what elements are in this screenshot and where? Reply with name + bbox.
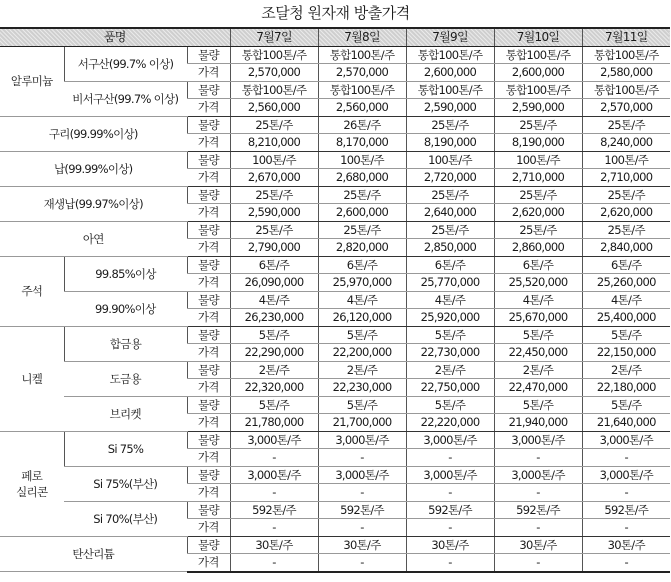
- quantity-label: 물량: [187, 46, 230, 64]
- subcategory-cell: 비서구산(99.7% 이상): [64, 81, 187, 116]
- price-cell: 26,090,000: [230, 274, 318, 292]
- table-row: [0, 431, 670, 449]
- quantity-cell: 2톤/주: [406, 361, 494, 379]
- price-cell: 21,640,000: [582, 414, 670, 432]
- quantity-cell: 5톤/주: [230, 396, 318, 414]
- price-cell: -: [318, 449, 406, 467]
- header-date: 7월11일: [582, 28, 670, 46]
- price-cell: 22,180,000: [582, 379, 670, 397]
- table-row: [0, 291, 670, 309]
- price-cell: 2,680,000: [318, 169, 406, 187]
- category-cell: 탄산리튬: [0, 536, 187, 572]
- price-cell: 8,240,000: [582, 134, 670, 152]
- quantity-label: 물량: [187, 151, 230, 169]
- price-cell: -: [582, 449, 670, 467]
- quantity-cell: 5톤/주: [318, 326, 406, 344]
- category-cell: 구리(99.99%이상): [0, 116, 187, 151]
- table-body: [0, 46, 670, 572]
- price-cell: 22,220,000: [406, 414, 494, 432]
- price-cell: 8,190,000: [494, 134, 582, 152]
- price-cell: 25,670,000: [494, 309, 582, 327]
- table-row: [0, 186, 670, 204]
- quantity-cell: 통합100톤/주: [494, 81, 582, 99]
- price-cell: 2,670,000: [230, 169, 318, 187]
- price-cell: 2,590,000: [230, 204, 318, 222]
- subcategory-cell: 브리켓: [64, 396, 187, 431]
- price-cell: 22,750,000: [406, 379, 494, 397]
- quantity-cell: 30톤/주: [582, 536, 670, 554]
- price-cell: 21,700,000: [318, 414, 406, 432]
- price-cell: 2,570,000: [230, 64, 318, 82]
- table-row: [0, 151, 670, 169]
- price-cell: 2,720,000: [406, 169, 494, 187]
- quantity-label: 물량: [187, 186, 230, 204]
- quantity-cell: 100톤/주: [230, 151, 318, 169]
- quantity-label: 물량: [187, 536, 230, 554]
- quantity-cell: 25톤/주: [230, 116, 318, 134]
- price-cell: -: [582, 484, 670, 502]
- price-cell: 22,730,000: [406, 344, 494, 362]
- price-label: 가격: [187, 309, 230, 327]
- quantity-cell: 25톤/주: [582, 186, 670, 204]
- table-row: [0, 46, 670, 64]
- header-item: 품명: [0, 28, 230, 46]
- category-cell: 주석: [0, 256, 64, 326]
- table-row: [0, 361, 670, 379]
- quantity-cell: 25톤/주: [406, 186, 494, 204]
- price-cell: 2,590,000: [494, 99, 582, 117]
- price-cell: 26,230,000: [230, 309, 318, 327]
- quantity-cell: 2톤/주: [230, 361, 318, 379]
- quantity-cell: 592톤/주: [494, 501, 582, 519]
- price-cell: 2,850,000: [406, 239, 494, 257]
- quantity-cell: 6톤/주: [494, 256, 582, 274]
- price-label: 가격: [187, 519, 230, 537]
- quantity-cell: 25톤/주: [406, 116, 494, 134]
- quantity-cell: 5톤/주: [494, 326, 582, 344]
- quantity-cell: 5톤/주: [582, 396, 670, 414]
- quantity-label: 물량: [187, 501, 230, 519]
- price-cell: 2,560,000: [230, 99, 318, 117]
- subcategory-cell: 서구산(99.7% 이상): [64, 46, 187, 81]
- price-cell: 22,200,000: [318, 344, 406, 362]
- quantity-cell: 통합100톤/주: [318, 46, 406, 64]
- price-cell: -: [406, 554, 494, 572]
- price-cell: 25,400,000: [582, 309, 670, 327]
- quantity-cell: 25톤/주: [318, 221, 406, 239]
- quantity-cell: 30톤/주: [230, 536, 318, 554]
- quantity-cell: 5톤/주: [230, 326, 318, 344]
- quantity-cell: 5톤/주: [494, 396, 582, 414]
- quantity-cell: 25톤/주: [494, 186, 582, 204]
- price-cell: 22,470,000: [494, 379, 582, 397]
- category-cell: 알루미늄: [0, 46, 64, 116]
- price-label: 가격: [187, 344, 230, 362]
- price-label: 가격: [187, 274, 230, 292]
- price-cell: 2,560,000: [318, 99, 406, 117]
- price-cell: 8,210,000: [230, 134, 318, 152]
- quantity-cell: 3,000톤/주: [406, 466, 494, 484]
- quantity-label: 물량: [187, 466, 230, 484]
- price-label: 가격: [187, 554, 230, 572]
- quantity-cell: 2톤/주: [318, 361, 406, 379]
- header-date: 7월9일: [406, 28, 494, 46]
- price-label: 가격: [187, 64, 230, 82]
- quantity-cell: 4톤/주: [318, 291, 406, 309]
- quantity-cell: 3,000톤/주: [582, 466, 670, 484]
- quantity-cell: 25톤/주: [318, 186, 406, 204]
- quantity-cell: 통합100톤/주: [230, 81, 318, 99]
- price-cell: 2,590,000: [406, 99, 494, 117]
- quantity-cell: 3,000톤/주: [406, 431, 494, 449]
- page-title: 조달청 원자재 방출가격: [261, 4, 410, 22]
- quantity-cell: 25톤/주: [494, 116, 582, 134]
- price-label: 가격: [187, 414, 230, 432]
- price-label: 가격: [187, 449, 230, 467]
- price-cell: 26,120,000: [318, 309, 406, 327]
- price-cell: 2,600,000: [494, 64, 582, 82]
- quantity-cell: 25톤/주: [582, 116, 670, 134]
- price-cell: 8,170,000: [318, 134, 406, 152]
- quantity-cell: 5톤/주: [582, 326, 670, 344]
- price-cell: 2,710,000: [494, 169, 582, 187]
- price-cell: -: [318, 519, 406, 537]
- table-row: [0, 466, 670, 484]
- quantity-cell: 통합100톤/주: [318, 81, 406, 99]
- price-cell: -: [494, 449, 582, 467]
- quantity-cell: 3,000톤/주: [494, 431, 582, 449]
- quantity-cell: 100톤/주: [318, 151, 406, 169]
- quantity-cell: 통합100톤/주: [406, 81, 494, 99]
- quantity-cell: 25톤/주: [230, 186, 318, 204]
- header-date: 7월8일: [318, 28, 406, 46]
- price-cell: 22,290,000: [230, 344, 318, 362]
- price-cell: -: [494, 484, 582, 502]
- price-cell: 21,780,000: [230, 414, 318, 432]
- price-cell: 25,970,000: [318, 274, 406, 292]
- quantity-label: 물량: [187, 326, 230, 344]
- quantity-cell: 592톤/주: [406, 501, 494, 519]
- price-label: 가격: [187, 204, 230, 222]
- quantity-cell: 통합100톤/주: [582, 81, 670, 99]
- subcategory-cell: 도금용: [64, 361, 187, 396]
- price-cell: 2,570,000: [582, 99, 670, 117]
- price-cell: -: [406, 519, 494, 537]
- price-cell: 2,600,000: [318, 204, 406, 222]
- quantity-cell: 5톤/주: [406, 326, 494, 344]
- category-cell: 니켈: [0, 326, 64, 431]
- quantity-cell: 3,000톤/주: [494, 466, 582, 484]
- table-row: [0, 501, 670, 519]
- quantity-cell: 5톤/주: [406, 396, 494, 414]
- quantity-cell: 6톤/주: [406, 256, 494, 274]
- price-cell: -: [318, 554, 406, 572]
- quantity-label: 물량: [187, 431, 230, 449]
- quantity-label: 물량: [187, 81, 230, 99]
- quantity-cell: 100톤/주: [582, 151, 670, 169]
- quantity-cell: 통합100톤/주: [494, 46, 582, 64]
- price-label: 가격: [187, 379, 230, 397]
- quantity-label: 물량: [187, 396, 230, 414]
- price-cell: -: [406, 449, 494, 467]
- quantity-cell: 3,000톤/주: [318, 466, 406, 484]
- quantity-cell: 3,000톤/주: [230, 466, 318, 484]
- price-cell: 2,600,000: [406, 64, 494, 82]
- table-row: [0, 326, 670, 344]
- quantity-cell: 통합100톤/주: [406, 46, 494, 64]
- price-cell: 2,580,000: [582, 64, 670, 82]
- table-row: [0, 221, 670, 239]
- price-cell: 22,150,000: [582, 344, 670, 362]
- price-label: 가격: [187, 239, 230, 257]
- price-cell: 2,640,000: [406, 204, 494, 222]
- header-date: 7월7일: [230, 28, 318, 46]
- quantity-cell: 통합100톤/주: [582, 46, 670, 64]
- quantity-cell: 30톤/주: [318, 536, 406, 554]
- quantity-cell: 통합100톤/주: [230, 46, 318, 64]
- quantity-label: 물량: [187, 291, 230, 309]
- price-cell: 25,520,000: [494, 274, 582, 292]
- quantity-label: 물량: [187, 221, 230, 239]
- quantity-cell: 6톤/주: [582, 256, 670, 274]
- table-row: [0, 256, 670, 274]
- quantity-cell: 30톤/주: [406, 536, 494, 554]
- price-cell: 22,320,000: [230, 379, 318, 397]
- price-label: 가격: [187, 169, 230, 187]
- price-cell: 21,940,000: [494, 414, 582, 432]
- subcategory-cell: Si 75%(부산): [64, 466, 187, 501]
- price-cell: 25,260,000: [582, 274, 670, 292]
- quantity-cell: 3,000톤/주: [230, 431, 318, 449]
- category-cell: 아연: [0, 221, 187, 256]
- subcategory-cell: 합금용: [64, 326, 187, 361]
- price-cell: 2,620,000: [582, 204, 670, 222]
- quantity-cell: 592톤/주: [318, 501, 406, 519]
- quantity-label: 물량: [187, 116, 230, 134]
- quantity-cell: 2톤/주: [582, 361, 670, 379]
- category-cell: 납(99.99%이상): [0, 151, 187, 186]
- table-row: [0, 536, 670, 554]
- quantity-cell: 6톤/주: [318, 256, 406, 274]
- quantity-cell: 3,000톤/주: [582, 431, 670, 449]
- quantity-cell: 30톤/주: [494, 536, 582, 554]
- price-table: [0, 27, 670, 573]
- quantity-cell: 6톤/주: [230, 256, 318, 274]
- price-cell: 22,230,000: [318, 379, 406, 397]
- category-cell: 재생납(99.97%이상): [0, 186, 187, 221]
- quantity-cell: 592톤/주: [582, 501, 670, 519]
- quantity-label: 물량: [187, 361, 230, 379]
- price-cell: -: [406, 484, 494, 502]
- price-cell: 25,920,000: [406, 309, 494, 327]
- quantity-cell: 25톤/주: [582, 221, 670, 239]
- table-header-row: [0, 28, 670, 46]
- quantity-label: 물량: [187, 256, 230, 274]
- subcategory-cell: 99.90%이상: [64, 291, 187, 326]
- price-cell: 2,860,000: [494, 239, 582, 257]
- price-cell: -: [494, 554, 582, 572]
- quantity-cell: 100톤/주: [406, 151, 494, 169]
- price-cell: 2,840,000: [582, 239, 670, 257]
- quantity-cell: 4톤/주: [494, 291, 582, 309]
- subcategory-cell: Si 75%: [64, 431, 187, 466]
- price-cell: 2,620,000: [494, 204, 582, 222]
- quantity-cell: 592톤/주: [230, 501, 318, 519]
- price-cell: 2,790,000: [230, 239, 318, 257]
- price-cell: -: [230, 449, 318, 467]
- quantity-cell: 5톤/주: [318, 396, 406, 414]
- price-cell: 2,570,000: [318, 64, 406, 82]
- category-cell: 페로 실리콘: [0, 431, 64, 536]
- price-cell: -: [230, 554, 318, 572]
- price-label: 가격: [187, 99, 230, 117]
- table-row: [0, 396, 670, 414]
- quantity-cell: 100톤/주: [494, 151, 582, 169]
- price-cell: -: [582, 519, 670, 537]
- price-cell: -: [494, 519, 582, 537]
- quantity-cell: 26톤/주: [318, 116, 406, 134]
- price-cell: 22,450,000: [494, 344, 582, 362]
- price-cell: 2,820,000: [318, 239, 406, 257]
- subcategory-cell: 99.85%이상: [64, 256, 187, 291]
- price-cell: -: [230, 519, 318, 537]
- quantity-cell: 25톤/주: [494, 221, 582, 239]
- price-cell: -: [582, 554, 670, 572]
- quantity-cell: 2톤/주: [494, 361, 582, 379]
- quantity-cell: 4톤/주: [582, 291, 670, 309]
- quantity-cell: 25톤/주: [230, 221, 318, 239]
- quantity-cell: 25톤/주: [406, 221, 494, 239]
- header-date: 7월10일: [494, 28, 582, 46]
- price-cell: -: [230, 484, 318, 502]
- price-cell: -: [318, 484, 406, 502]
- price-label: 가격: [187, 134, 230, 152]
- price-cell: 25,770,000: [406, 274, 494, 292]
- table-row: [0, 116, 670, 134]
- price-cell: 8,190,000: [406, 134, 494, 152]
- table-row: [0, 81, 670, 99]
- price-label: 가격: [187, 484, 230, 502]
- price-cell: 2,710,000: [582, 169, 670, 187]
- quantity-cell: 4톤/주: [230, 291, 318, 309]
- subcategory-cell: Si 70%(부산): [64, 501, 187, 536]
- quantity-cell: 3,000톤/주: [318, 431, 406, 449]
- quantity-cell: 4톤/주: [406, 291, 494, 309]
